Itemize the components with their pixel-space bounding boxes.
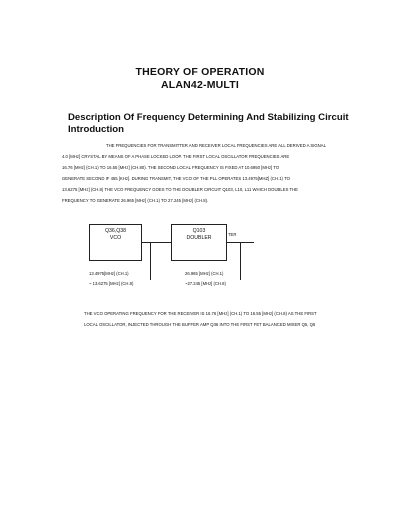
paragraph-line: 16.76 [MHz] (CH.1) TO 16.55 [MHz] (CH.80). THE SECOND LOCAL FREQUENCY IS FIXED AT 10.6950 [MHz] TO (62, 165, 280, 170)
paragraph-line: THE VCO OPERATING FREQUENCY FOR THE RECEIVER IS 16.76 [MHz] (CH.1) TO 16.55 [MHz] (CH.8) AS THE FIRST (84, 311, 317, 316)
doubler-block (171, 224, 227, 261)
output-label: TER (228, 232, 237, 237)
paragraph-line: GENERATE SECOND IF 455 [KHz]. DURING TRANSMIT, THE VCO OF THE PLL OPERATES 13.4975[MHZ] (CH.1) TO (62, 176, 290, 181)
receiver-paragraph (84, 308, 346, 330)
section-heading (68, 112, 368, 136)
section-heading-line2: Introduction (68, 124, 124, 135)
vco-block (89, 224, 142, 261)
doubler-frequency-line1: 26.965 [MHz] (CH.1) (185, 271, 224, 276)
document-title-line1: THEORY OF OPERATION (135, 66, 265, 78)
doubler-block-label1: Q103 (192, 228, 206, 234)
doubler-block-label2: DOUBLER (186, 234, 212, 241)
vco-to-doubler-line (142, 242, 171, 243)
paragraph-line: LOCAL OSCILLATOR, INJECTED THROUGH THE BUFFER AMP Q36 INTO THE FIRST FET BALANCED MIXER Q5, Q6 (84, 322, 316, 327)
paragraph-line: 13.6275 [MHz] (CH.8) THE VCO FREQUENCY GOES TO THE DOUBLER CIRCUIT Q103, L10, L11 WHICH DOUBLES THE (62, 187, 299, 192)
vco-block-label2: VCO (109, 234, 122, 241)
paragraph-line: 4.0 [MHz] CRYSTAL BY MEANS OF A PHASE LOCKED LOOP. THE FIRST LOCAL OSCILLATOR FREQUENCIES ARE (62, 154, 290, 159)
vco-block-label1: Q36,Q38 (104, 228, 127, 234)
doubler-frequency-line2: ~27.245 [MHz] (CH.8) (185, 281, 226, 286)
document-title-line2: ALAN42-MULTI (160, 79, 240, 91)
vco-frequency-line2: ~ 13.6275 [MHz] (CH.8) (89, 281, 134, 286)
paragraph-line: THE FREQUENCIES FOR TRANSMITTER AND RECEIVER LOCAL FREQUENCIES ARE ALL DERIVED A SIGNAL (106, 143, 326, 148)
paragraph-line: FREQUENCY TO GENERATE 26.965 [MHz] (CH.1) TO 27.245 [MHz] (CH.8). (62, 198, 209, 203)
vco-frequency-line1: 13.4975[MHz] (CH.1) (89, 271, 129, 276)
doubler-measure-line (240, 242, 241, 280)
intro-paragraph (62, 140, 346, 206)
section-heading-line1: Description Of Frequency Determining And Stabilizing Circuit (68, 112, 349, 123)
vco-measure-line (150, 242, 151, 280)
